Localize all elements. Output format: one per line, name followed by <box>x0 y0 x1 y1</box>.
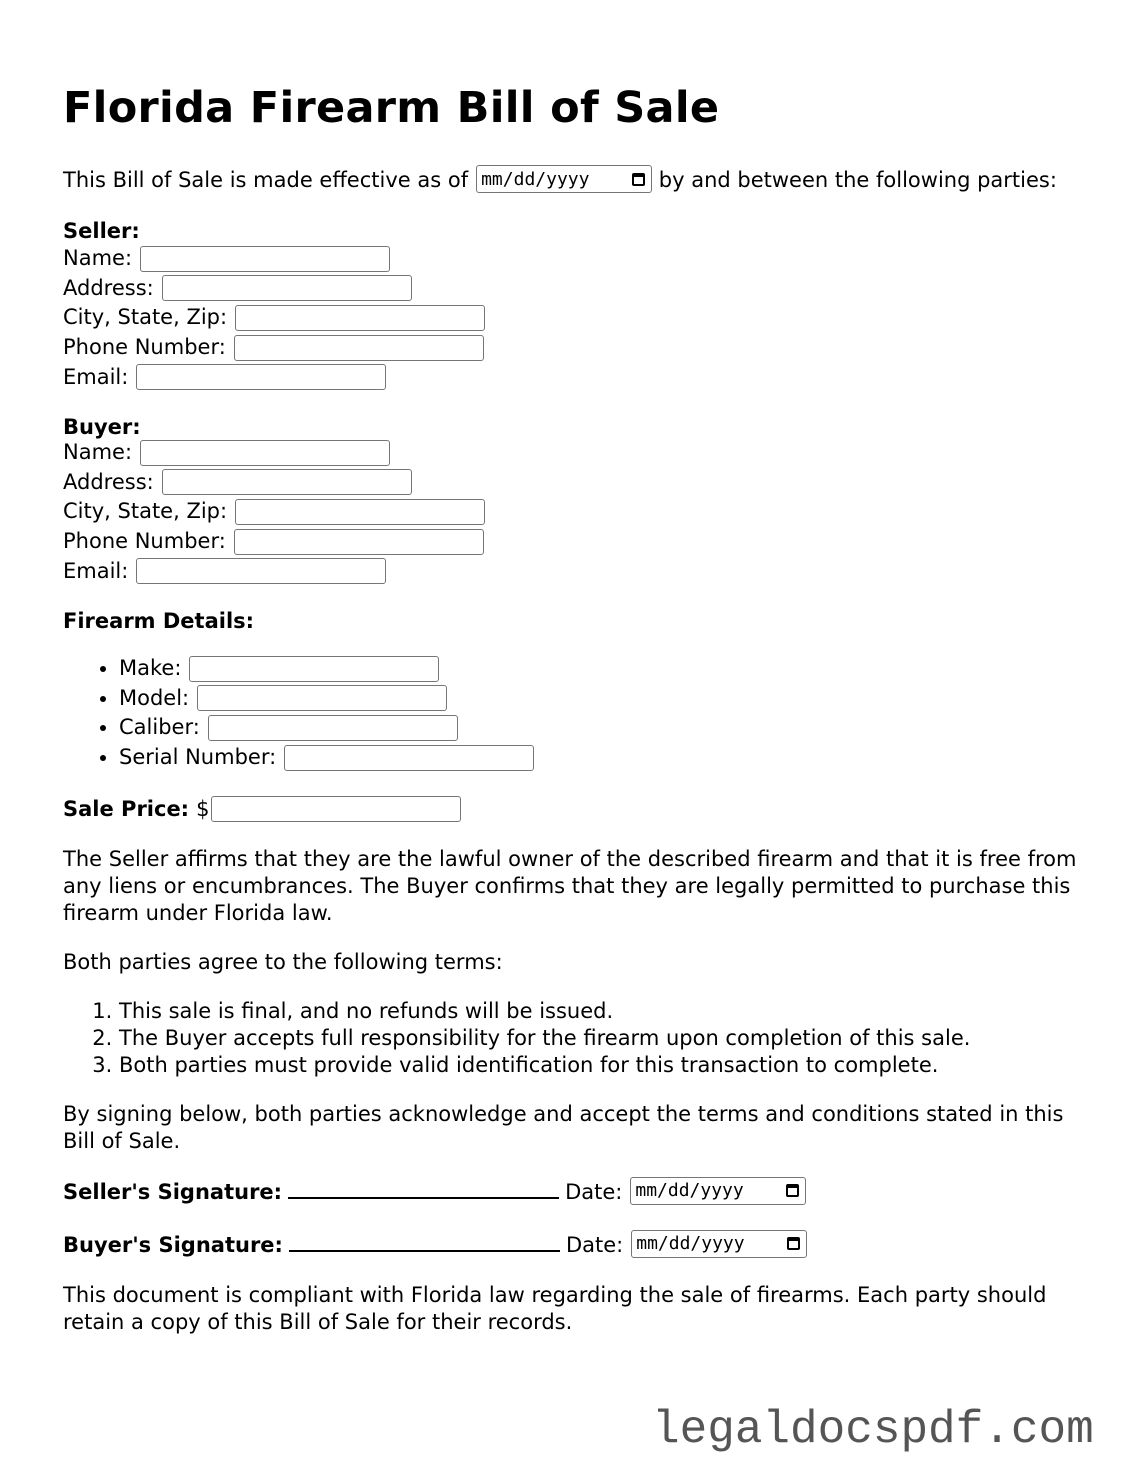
calendar-icon[interactable] <box>632 173 645 186</box>
firearm-make-input[interactable] <box>189 656 439 682</box>
list-item: 3. Both parties must provide valid identification for this transaction to complete. <box>119 1052 1093 1079</box>
firearm-serial-label: • Serial Number: <box>119 745 277 770</box>
date-placeholder: mm/dd/yyyy <box>635 1180 744 1202</box>
seller-section <box>63 218 1093 392</box>
list-item <box>119 684 1093 714</box>
seller-phone-label: Phone Number: <box>63 335 226 360</box>
buyer-email-input[interactable] <box>136 558 386 584</box>
buyer-section <box>63 414 1093 586</box>
intro-text-before: This Bill of Sale is made effective as of <box>63 168 469 192</box>
seller-signature-line[interactable] <box>288 1177 559 1199</box>
buyer-phone-input[interactable] <box>234 529 484 555</box>
terms-list <box>63 998 1093 1079</box>
buyer-date-input[interactable] <box>631 1230 807 1258</box>
buyer-date-label: Date: <box>565 1232 624 1257</box>
buyer-address-row <box>63 468 1093 498</box>
intro-paragraph <box>63 167 1093 195</box>
buyer-phone-row <box>63 527 1093 557</box>
list-item <box>119 713 1093 743</box>
buyer-phone-label: Phone Number: <box>63 529 226 554</box>
seller-address-row <box>63 274 1093 304</box>
page-title: Florida Firearm Bill of Sale <box>63 83 720 133</box>
buyer-heading: Buyer: <box>63 414 141 439</box>
calendar-icon[interactable] <box>787 1237 800 1250</box>
seller-email-input[interactable] <box>136 364 386 390</box>
date-placeholder: mm/dd/yyyy <box>481 168 590 190</box>
compliance-paragraph: This document is compliant with Florida law regarding the sale of firearms. Each party should retain a copy of this Bill of Sale for their records. <box>63 1282 1047 1334</box>
seller-email-label: Email: <box>63 364 129 389</box>
buyer-signature-label: Buyer's Signature: <box>63 1232 283 1257</box>
list-item: 1. This sale is final, and no refunds will be issued. <box>119 998 1093 1025</box>
buyer-address-label: Address: <box>63 469 154 494</box>
seller-phone-row <box>63 333 1093 363</box>
firearm-caliber-label: • Caliber: <box>119 715 200 740</box>
date-placeholder: mm/dd/yyyy <box>636 1233 745 1255</box>
seller-address-label: Address: <box>63 275 154 300</box>
calendar-icon[interactable] <box>786 1184 799 1197</box>
seller-signature-label: Seller's Signature: <box>63 1179 283 1204</box>
intro-text-after: by and between the following parties: <box>658 168 1057 192</box>
buyer-signature-line[interactable] <box>289 1230 560 1252</box>
firearm-heading: Firearm Details: <box>63 608 255 633</box>
seller-name-input[interactable] <box>140 246 390 272</box>
buyer-email-row <box>63 556 1093 586</box>
buyer-city-input[interactable] <box>235 499 485 525</box>
affirmation-paragraph: The Seller affirms that they are the lawful owner of the described firearm and that it is free from any liens or encumbrances. The Buyer confirms that they are legally permitted to purchase this firearm under Florida law. <box>63 846 1077 925</box>
buyer-name-input[interactable] <box>140 440 390 466</box>
seller-city-label: City, State, Zip: <box>63 305 228 330</box>
seller-city-input[interactable] <box>235 305 485 331</box>
sale-price-label: Sale Price: <box>63 796 190 821</box>
list-item <box>119 654 1093 684</box>
firearm-caliber-input[interactable] <box>208 715 458 741</box>
firearm-model-input[interactable] <box>197 685 447 711</box>
buyer-name-label: Name: <box>63 440 133 465</box>
seller-address-input[interactable] <box>162 275 412 301</box>
watermark: legaldocspdf.com <box>652 1404 1094 1456</box>
buyer-city-label: City, State, Zip: <box>63 499 228 524</box>
terms-intro: Both parties agree to the following terms: <box>63 949 503 974</box>
firearm-section <box>63 608 1093 772</box>
list-item <box>119 743 1093 773</box>
buyer-email-label: Email: <box>63 558 129 583</box>
effective-date-input[interactable] <box>476 165 652 193</box>
seller-heading: Seller: <box>63 219 140 243</box>
sale-price-input[interactable] <box>211 796 461 822</box>
seller-city-row <box>63 303 1093 333</box>
acknowledgement-paragraph: By signing below, both parties acknowledge and accept the terms and conditions stated in this Bill of Sale. <box>63 1101 1064 1153</box>
seller-date-input[interactable] <box>630 1177 806 1205</box>
buyer-signature-row <box>63 1230 1093 1260</box>
firearm-details-list <box>63 654 1093 772</box>
buyer-city-row <box>63 497 1093 527</box>
list-item: 2. The Buyer accepts full responsibility for the firearm upon completion of this sale. <box>119 1025 1093 1052</box>
firearm-make-label: • Make: <box>119 656 182 681</box>
currency-symbol: $ <box>196 796 210 821</box>
sale-price-row <box>63 794 1093 824</box>
seller-email-row <box>63 362 1093 392</box>
seller-date-label: Date: <box>565 1179 623 1204</box>
firearm-model-label: • Model: <box>119 685 190 710</box>
seller-phone-input[interactable] <box>234 335 484 361</box>
seller-name-row <box>63 244 1093 274</box>
seller-signature-row <box>63 1177 1093 1207</box>
seller-name-label: Name: <box>63 246 133 271</box>
buyer-address-input[interactable] <box>162 469 412 495</box>
document-page <box>63 0 1093 1336</box>
firearm-serial-input[interactable] <box>284 745 534 771</box>
buyer-name-row <box>63 438 1093 468</box>
